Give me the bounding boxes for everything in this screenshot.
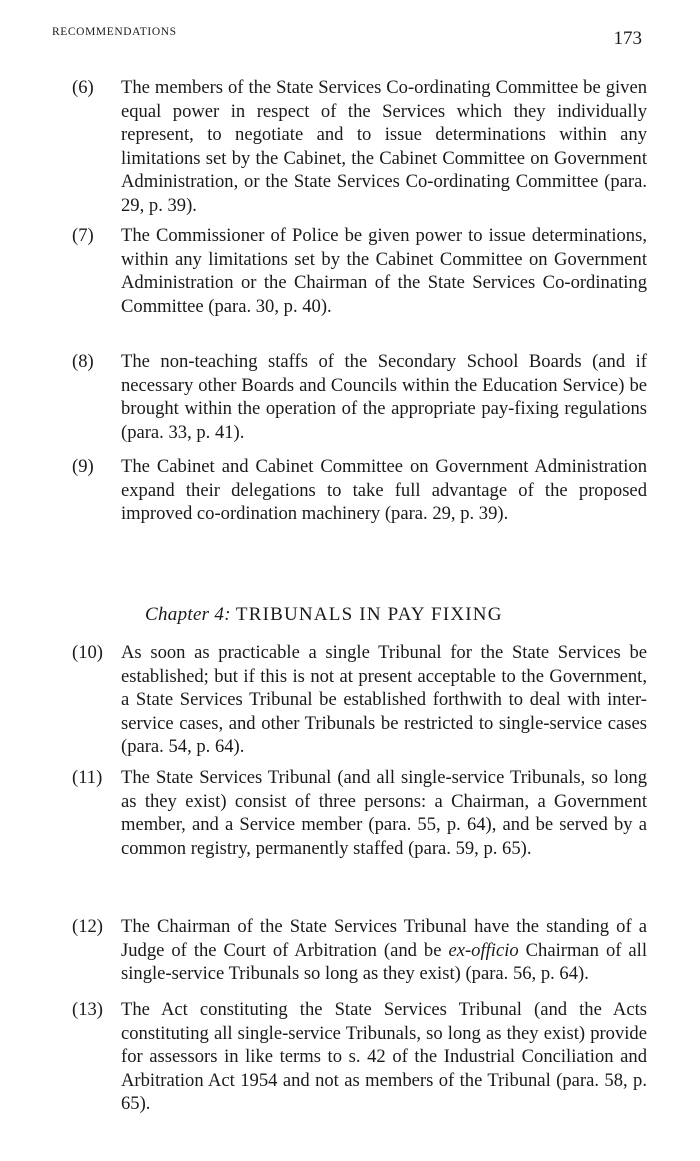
italic-term: ex-officio <box>448 939 519 961</box>
recommendation-text-part: Chairman of all single-service Tribunals so long as they exist) (para. 56, p. 64). <box>121 939 648 985</box>
recommendation-number: (9) <box>72 456 94 477</box>
recommendation-8 <box>72 350 647 444</box>
recommendation-text: The members of the State Services Co-ordinating Committee be given equal power in respect of the Services which they individually represent, to negotiate and to issue determinations within any limitations set by the Cabinet, the Cabinet Committee on Government Administration, or the State Services Co-ordinating Committee (para. 29, p. 39). <box>121 77 647 216</box>
recommendation-12 <box>72 915 647 986</box>
recommendation-number: (8) <box>72 351 94 372</box>
recommendation-7 <box>72 224 647 318</box>
recommendation-6 <box>72 76 647 218</box>
recommendation-number: (10) <box>72 642 103 663</box>
recommendation-number: (7) <box>72 225 94 246</box>
recommendation-13 <box>72 998 647 1116</box>
recommendation-number: (12) <box>72 916 103 937</box>
recommendation-number: (6) <box>72 77 94 98</box>
page-number: 173 <box>613 28 642 49</box>
recommendation-10 <box>72 641 647 759</box>
recommendation-text: The Cabinet and Cabinet Committee on Government Administration expand their delegations to take full advantage of the proposed improved co-ordination machinery (para. 29, p. 39). <box>121 456 647 525</box>
recommendation-9 <box>72 455 647 526</box>
recommendation-text-part: The Chairman of the State Services Tribunal have the standing of a Judge of the Court of Arbitration (and be <box>121 916 647 961</box>
recommendation-text: As soon as practicable a single Tribunal for the State Services be established; but if this is not at present acceptable to the Government, a State Services Tribunal be established forthwith to deal with inter-service cases, and other Tribunals be restricted to single-service cases (para. 54, p. 64). <box>121 642 647 758</box>
recommendation-text: The non-teaching staffs of the Secondary School Boards (and if necessary other Boards and Councils within the Education Service) be brought within the operation of the appropriate pay-fixing regulations (para. 33, p. 41). <box>121 351 647 443</box>
recommendation-text: The State Services Tribunal (and all single-service Tribunals, so long as they exist) consist of three persons: a Chairman, a Government member, and a Service member (para. 55, p. 64), and be served by a common registry, permanently staffed (para. 59, p. 65). <box>121 767 647 859</box>
chapter-title: TRIBUNALS IN PAY FIXING <box>235 604 503 625</box>
chapter-label: Chapter 4: <box>145 604 231 625</box>
chapter-heading <box>145 604 503 626</box>
recommendation-number: (11) <box>72 767 103 788</box>
running-head: RECOMMENDATIONS <box>52 26 177 38</box>
recommendation-number: (13) <box>72 999 103 1020</box>
recommendation-11 <box>72 766 647 860</box>
recommendation-text: The Act constituting the State Services Tribunal (and the Acts constituting all single-service Tribunals, so long as they exist) provide for assessors in like terms to s. 42 of the Industrial Conciliation and Arbitration Act 1954 and not as members of the Tribunal (para. 58, p. 65). <box>121 999 647 1115</box>
recommendation-text: The Commissioner of Police be given power to issue determinations, within any limitations set by the Cabinet Committee on Government Administration or the Chairman of the State Services Co-ordinating Committee (para. 30, p. 40). <box>121 225 647 317</box>
recommendation-text <box>121 915 647 986</box>
